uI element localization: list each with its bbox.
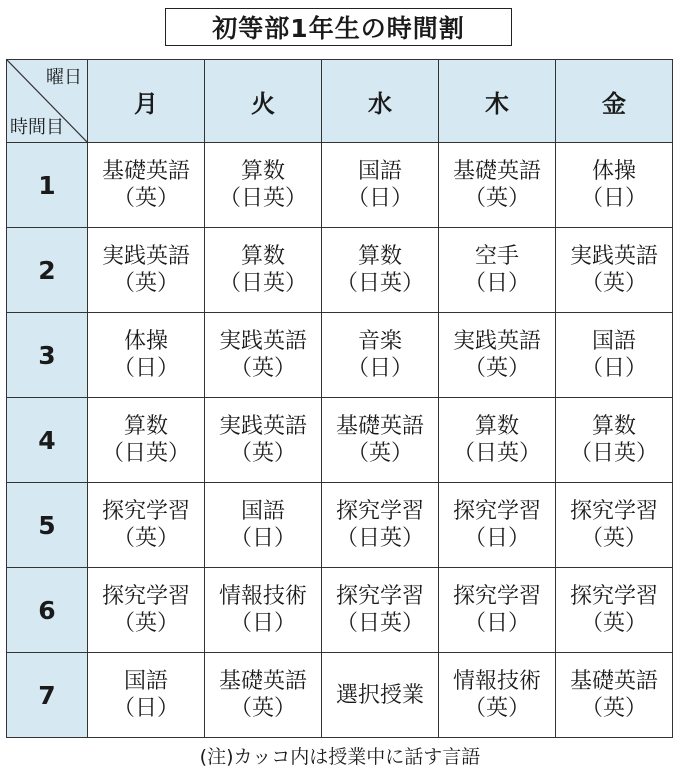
subject-name: 情報技術	[452, 669, 541, 694]
language-label: （日）	[112, 696, 179, 721]
class-cell	[88, 483, 205, 568]
subject-name: 基礎英語	[569, 669, 658, 694]
language-label: （日英）	[335, 271, 424, 296]
subject-name: 基礎英語	[101, 159, 190, 184]
subject-name: 探究学習	[335, 499, 424, 524]
subject-name: 実践英語	[218, 329, 307, 354]
corner-day-label: 曜日	[46, 67, 82, 88]
period-row	[7, 653, 673, 738]
class-cell	[322, 483, 439, 568]
subject-name: 国語	[123, 669, 168, 694]
period-row	[7, 483, 673, 568]
subject-name: 情報技術	[218, 584, 307, 609]
class-cell	[88, 228, 205, 313]
class-cell	[556, 228, 673, 313]
language-label: （日）	[346, 356, 413, 381]
subject-name: 基礎英語	[452, 159, 541, 184]
language-label: （英）	[346, 441, 413, 466]
language-label: （英）	[580, 696, 647, 721]
subject-name: 実践英語	[452, 329, 541, 354]
language-label: （英）	[112, 186, 179, 211]
language-label: （日英）	[101, 441, 190, 466]
class-cell	[205, 143, 322, 228]
period-label: 1	[7, 143, 88, 228]
day-header: 金	[556, 60, 673, 143]
subject-name: 探究学習	[452, 584, 541, 609]
period-row	[7, 143, 673, 228]
language-label: （英）	[229, 696, 296, 721]
period-label: 3	[7, 313, 88, 398]
language-label: （日）	[580, 356, 647, 381]
language-label: （日英）	[335, 611, 424, 636]
day-header: 水	[322, 60, 439, 143]
subject-name: 探究学習	[569, 499, 658, 524]
language-label: （日英）	[569, 441, 658, 466]
class-cell	[88, 653, 205, 738]
language-label: （日）	[229, 611, 296, 636]
class-cell	[556, 143, 673, 228]
subject-name: 実践英語	[569, 244, 658, 269]
class-cell	[88, 143, 205, 228]
language-label: （日）	[463, 526, 530, 551]
subject-name: 探究学習	[452, 499, 541, 524]
period-row	[7, 313, 673, 398]
language-label: （英）	[112, 611, 179, 636]
language-label: （英）	[463, 356, 530, 381]
class-cell	[205, 568, 322, 653]
language-label: （日）	[580, 186, 647, 211]
subject-name: 探究学習	[569, 584, 658, 609]
subject-name: 体操	[591, 159, 636, 184]
class-cell	[88, 568, 205, 653]
language-label: （英）	[580, 271, 647, 296]
language-label: （英）	[229, 441, 296, 466]
class-cell	[439, 653, 556, 738]
subject-name: 探究学習	[101, 499, 190, 524]
class-cell	[556, 653, 673, 738]
language-label: （日英）	[452, 441, 541, 466]
class-cell	[322, 313, 439, 398]
subject-name: 探究学習	[101, 584, 190, 609]
period-label: 4	[7, 398, 88, 483]
language-label: （日）	[463, 271, 530, 296]
class-cell	[205, 313, 322, 398]
period-label: 2	[7, 228, 88, 313]
language-label: （英）	[580, 611, 647, 636]
period-row	[7, 398, 673, 483]
period-row	[7, 228, 673, 313]
subject-name: 国語	[240, 499, 285, 524]
footnote: (注)カッコ内は授業中に話す言語	[199, 746, 481, 768]
language-label: （英）	[463, 696, 530, 721]
class-cell	[88, 398, 205, 483]
class-cell	[322, 228, 439, 313]
subject-name: 国語	[357, 159, 402, 184]
subject-name: 選択授業	[335, 682, 424, 708]
subject-name: 探究学習	[335, 584, 424, 609]
day-header: 火	[205, 60, 322, 143]
subject-name: 算数	[240, 244, 285, 269]
language-label: （日英）	[218, 271, 307, 296]
subject-name: 実践英語	[218, 414, 307, 439]
class-cell	[556, 398, 673, 483]
language-label: （英）	[229, 356, 296, 381]
language-label: （英）	[463, 186, 530, 211]
day-header: 木	[439, 60, 556, 143]
subject-name: 音楽	[357, 329, 402, 354]
period-label: 7	[7, 653, 88, 738]
corner-period-label: 時間目	[10, 117, 64, 138]
class-cell	[556, 568, 673, 653]
class-cell	[556, 483, 673, 568]
class-cell	[439, 398, 556, 483]
subject-name: 実践英語	[101, 244, 190, 269]
class-cell	[205, 228, 322, 313]
subject-name: 国語	[591, 329, 636, 354]
subject-name: 基礎英語	[335, 414, 424, 439]
language-label: （日）	[112, 356, 179, 381]
language-label: （日）	[463, 611, 530, 636]
language-label: （英）	[580, 526, 647, 551]
language-label: （日英）	[218, 186, 307, 211]
day-header: 月	[88, 60, 205, 143]
class-cell	[88, 313, 205, 398]
class-cell	[322, 568, 439, 653]
subject-name: 算数	[357, 244, 402, 269]
page-title: 初等部1年生の時間割	[165, 8, 512, 46]
language-label: （英）	[112, 526, 179, 551]
class-cell	[322, 143, 439, 228]
corner-cell	[7, 60, 88, 143]
language-label: （英）	[112, 271, 179, 296]
period-label: 5	[7, 483, 88, 568]
class-cell	[322, 398, 439, 483]
language-label: （日）	[346, 186, 413, 211]
period-label: 6	[7, 568, 88, 653]
class-cell	[205, 483, 322, 568]
timetable	[6, 59, 673, 738]
class-cell	[439, 143, 556, 228]
subject-name: 算数	[474, 414, 519, 439]
class-cell	[205, 398, 322, 483]
class-cell	[439, 483, 556, 568]
period-row	[7, 568, 673, 653]
subject-name: 体操	[123, 329, 168, 354]
language-label: （日）	[229, 526, 296, 551]
subject-name: 算数	[591, 414, 636, 439]
day-header-row	[7, 60, 673, 143]
class-cell	[439, 313, 556, 398]
subject-name: 基礎英語	[218, 669, 307, 694]
language-label: （日英）	[335, 526, 424, 551]
class-cell	[322, 653, 439, 738]
class-cell	[205, 653, 322, 738]
subject-name: 空手	[474, 244, 519, 269]
subject-name: 算数	[123, 414, 168, 439]
class-cell	[556, 313, 673, 398]
subject-name: 算数	[240, 159, 285, 184]
class-cell	[439, 228, 556, 313]
class-cell	[439, 568, 556, 653]
